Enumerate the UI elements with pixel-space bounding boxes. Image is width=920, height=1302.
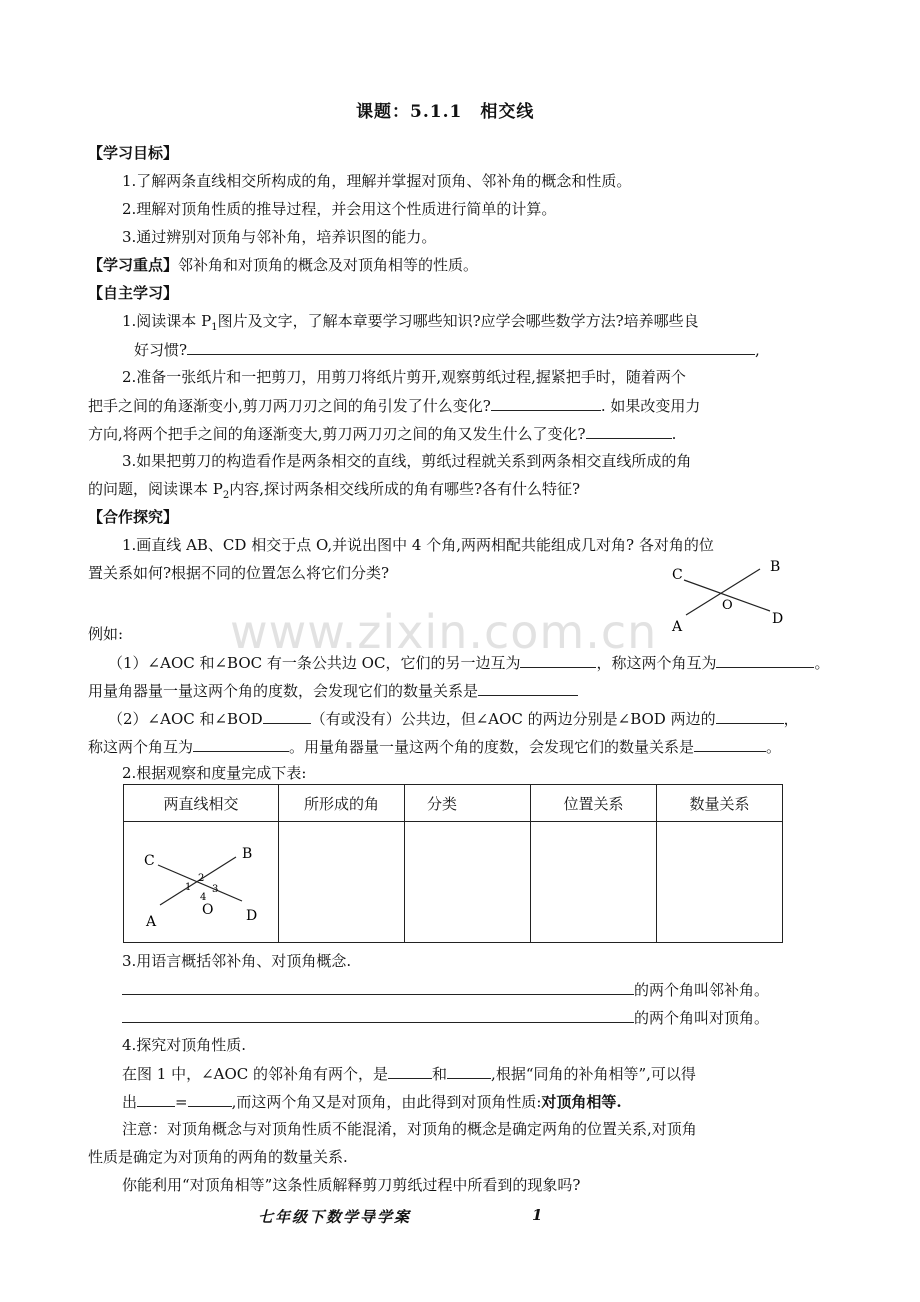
table-header: 位置关系 [531, 785, 657, 822]
example-2-line1: （2）∠AOC 和∠BOD （有或没有）公共边，但∠AOC 的两边分别是∠BOD 两边的 ， [108, 710, 799, 728]
label-a: A [672, 619, 683, 635]
answer-blank[interactable] [188, 1091, 232, 1107]
coop-c1-line2: 置关系如何?根据不同的位置怎么将它们分类? [88, 564, 390, 582]
footer-title: 七年级下数学导学案 [258, 1208, 412, 1226]
note-line1: 注意：对顶角概念与对顶角性质不能混淆，对顶角的概念是确定两角的位置关系,对顶角 [122, 1120, 697, 1138]
definition-adjacent: 的两个角叫邻补角。 [122, 979, 769, 1000]
watermark: www.zixin.com.cn [230, 605, 658, 659]
answer-blank[interactable] [694, 736, 766, 752]
angle-label-4: 4 [200, 892, 207, 903]
self-q2-line1: 2.准备一张纸片和一把剪刀，用剪刀将纸片剪开,观察剪纸过程,握紧把手时，随着两个 [122, 368, 686, 386]
answer-blank[interactable] [586, 423, 672, 439]
label-c: C [672, 567, 683, 583]
section-coop: 【合作探究】 [88, 508, 179, 526]
definition-vertical: 的两个角叫对顶角。 [122, 1007, 769, 1028]
section-self: 【自主学习】 [88, 284, 179, 302]
table-cell[interactable] [531, 822, 657, 943]
self-q2-line2: 把手之间的角逐渐变小,剪刀两刀刃之间的角引发了什么变化? . 如果改变用力 [88, 397, 701, 415]
label-d: D [246, 908, 258, 924]
goal-3: 3.通过辨别对顶角与邻补角，培养识图的能力。 [122, 228, 437, 246]
answer-blank[interactable] [263, 708, 311, 724]
label-c: C [144, 853, 155, 869]
table-cell[interactable] [279, 822, 405, 943]
key-text: 邻补角和对顶角的概念及对顶角相等的性质。 [178, 256, 479, 274]
example-1-line1: （1）∠AOC 和∠BOC 有一条公共边 OC，它们的另一边互为 ，称这两个角互为 。 [108, 654, 830, 672]
figure-intersecting-lines-1 [662, 555, 792, 635]
answer-blank[interactable] [716, 652, 814, 668]
answer-blank[interactable] [447, 1063, 491, 1079]
key-line [88, 255, 478, 275]
label-o: O [202, 902, 214, 918]
angle-label-3: 3 [212, 884, 219, 895]
table-cell-figure [124, 822, 279, 943]
answer-blank[interactable] [491, 395, 601, 411]
self-q1-line2: 好习惯? , [134, 341, 760, 359]
table-header-row [124, 785, 783, 822]
coop-c4-line1: 在图 1 中，∠AOC 的邻补角有两个，是 和 ,根据“同角的补角相等”,可以得 [122, 1065, 696, 1083]
page-title: 课题：5.1.1 相交线 [356, 102, 535, 122]
closing-question: 你能利用“对顶角相等”这条性质解释剪刀剪纸过程中所看到的现象吗? [122, 1176, 581, 1194]
answer-blank[interactable] [122, 979, 634, 995]
label-d: D [772, 611, 784, 627]
answer-blank[interactable] [716, 708, 784, 724]
table-cell[interactable] [405, 822, 531, 943]
label-b: B [770, 559, 781, 575]
self-q3-line2: 的问题，阅读课本 $P_2$内容,探讨两条相交线所成的角有哪些?各有什么特征? [88, 480, 581, 501]
answer-blank[interactable] [478, 680, 578, 696]
section-key: 【学习重点】 [88, 256, 179, 274]
coop-c3: 3.用语言概括邻补角、对顶角概念. [122, 952, 352, 970]
angle-label-2: 2 [198, 873, 205, 884]
table-header: 分类 [405, 785, 531, 822]
example-1-line2: 用量角器量一量这两个角的度数，会发现它们的数量关系是 [88, 680, 578, 701]
table-header: 所形成的角 [279, 785, 405, 822]
example-label: 例如: [88, 625, 124, 643]
answer-blank[interactable] [520, 652, 596, 668]
goal-1: 1.了解两条直线相交所构成的角，理解并掌握对顶角、邻补角的概念和性质。 [122, 172, 632, 190]
coop-c2: 2.根据观察和度量完成下表: [122, 764, 307, 782]
answer-blank[interactable] [187, 339, 755, 355]
table-header: 数量关系 [657, 785, 783, 822]
self-q3-line1: 3.如果把剪刀的构造看作是两条相交的直线，剪纸过程就关系到两条相交直线所成的角 [122, 452, 692, 470]
table-cell[interactable] [657, 822, 783, 943]
table-row [124, 822, 783, 943]
note-line2: 性质是确定为对顶角的两角的数量关系. [88, 1148, 348, 1166]
answer-blank[interactable] [122, 1007, 634, 1023]
observation-table [123, 784, 783, 943]
page-number: 1 [532, 1206, 545, 1224]
coop-c4: 4.探究对顶角性质. [122, 1036, 247, 1054]
self-q2-line3: 方向,将两个把手之间的角逐渐变大,剪刀两刀刃之间的角又发生什么了变化? . [88, 425, 677, 443]
answer-blank[interactable] [137, 1091, 175, 1107]
figure-intersecting-lines-2 [124, 822, 274, 942]
answer-blank[interactable] [193, 736, 289, 752]
section-goals: 【学习目标】 [88, 144, 179, 162]
label-a: A [146, 914, 157, 930]
table-header: 两直线相交 [124, 785, 279, 822]
example-2-line2: 称这两个角互为 。用量角器量一量这两个角的度数，会发现它们的数量关系是 。 [88, 738, 782, 756]
label-b: B [242, 846, 253, 862]
coop-c1-line1: 1.画直线 AB、CD 相交于点 O,并说出图中 4 个角,两两相配共能组成几对角? 各对角的位 [122, 536, 714, 554]
label-o: O [722, 598, 733, 613]
angle-label-1: 1 [185, 882, 192, 893]
goal-2: 2.理解对顶角性质的推导过程，并会用这个性质进行简单的计算。 [122, 200, 557, 218]
answer-blank[interactable] [388, 1063, 432, 1079]
self-q1-line1: 1.阅读课本 $P_1$图片及文字，了解本章要学习哪些知识?应学会哪些数学方法?培养哪些良 [122, 312, 699, 333]
coop-c4-line2: 出 = ,而这两个角又是对顶角，由此得到对顶角性质:对顶角相等. [122, 1093, 622, 1111]
